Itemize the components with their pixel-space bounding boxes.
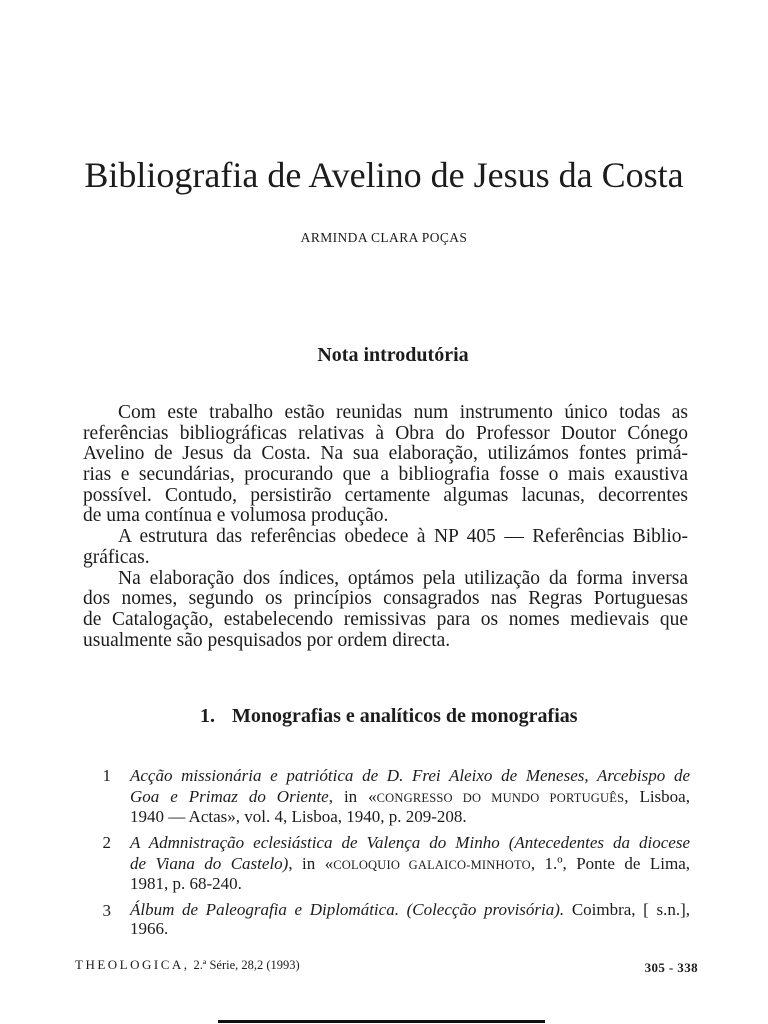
entry-text: 1940 — Actas», vol. 4, Lisboa, 1940, p. 209-208. (130, 807, 467, 826)
journal-name: THEOLOGICA, (75, 957, 190, 972)
entry-body (130, 901, 690, 938)
journal-issue: 2.ª Série, 28,2 (1993) (193, 958, 300, 972)
paragraph-line: Avelino de Jesus da Costa. Na sua elaboração, utilizámos fontes primá- (83, 443, 688, 465)
entry-line (130, 901, 690, 920)
entry-text: , in « (328, 786, 377, 806)
entry-text: , 1.º, Ponte de Lima, (530, 853, 691, 873)
footer-journal-citation (75, 957, 300, 973)
section-number: 1. (200, 705, 215, 727)
bottom-rule (218, 1020, 545, 1023)
paragraph-line: usualmente são pesquisados por ordem directa. (83, 629, 451, 651)
entry-line (130, 787, 690, 808)
entry-title: Álbum de Paleografia e Diplomática. (Colecção provisória). (130, 900, 565, 919)
article-author: ARMINDA CLARA POÇAS (300, 230, 468, 245)
entry-body (130, 766, 690, 828)
entry-number: 3 (102, 901, 111, 920)
entry-title: A Admnistração eclesiástica de Valença do Minho (Antecedentes da diocese (130, 833, 690, 852)
paragraph-line: de Catalogação, estabelecendo remissivas para os nomes medievais que (83, 608, 688, 630)
entry-line (130, 833, 690, 854)
entry-text: 1966. (130, 918, 169, 938)
entry-text: 1981, p. 68-240. (130, 874, 242, 893)
entry-number: 2 (102, 833, 111, 852)
entry-line (130, 874, 690, 895)
entry-body (130, 833, 690, 895)
paragraph-line: Com este trabalho estão reunidas num instrumento único todas as (118, 402, 688, 423)
entry-text: , Lisboa, (624, 786, 690, 806)
entry-container-title: CONGRESSO DO MUNDO PORTUGUÊS (376, 790, 625, 805)
paragraph-line: gráficas. (83, 546, 150, 568)
paragraph-line: de uma contínua e volumosa produção. (83, 505, 389, 527)
entry-container-title: COLOQUIO GALAICO-MINHOTO (333, 857, 531, 872)
paragraph-line: Na elaboração dos índices, optámos pela utilização da forma inversa (118, 567, 688, 589)
intro-text (83, 403, 688, 651)
section-title: Monografias e analíticos de monografias (232, 705, 578, 727)
paragraph-line: dos nomes, segundo os princípios consagrados nas Regras Portuguesas (83, 588, 688, 610)
page-range: 305 - 338 (644, 960, 698, 975)
entry-text: , in « (288, 853, 334, 873)
entry-line (130, 854, 690, 875)
entry-line (130, 766, 690, 787)
paragraph-line: A estrutura das referências obedece à NP 405 — Referências Biblio- (118, 526, 688, 548)
entry-line (130, 920, 690, 939)
entry-title: Goa e Primaz do Oriente (130, 786, 329, 806)
entry-line (130, 807, 690, 828)
paragraph-line: rias e secundárias, procurando que a bibliografia fosse o mais exaustiva (83, 464, 688, 486)
intro-heading: Nota introdutória (317, 344, 469, 366)
article-title: Bibliografia de Avelino de Jesus da Costa (84, 155, 684, 195)
paragraph-line: possível. Contudo, persistirão certamente algumas lacunas, decorrentes (83, 484, 688, 506)
entry-text: Coimbra, [ s.n.], (571, 900, 690, 919)
entry-title: de Viana do Castelo) (130, 853, 289, 873)
entry-number: 1 (102, 766, 111, 785)
paragraph-line: referências bibliográficas relativas à Obra do Professor Doutor Cónego (83, 422, 688, 444)
entry-title: Acção missionária e patriótica de D. Frei Aleixo de Meneses, Arcebispo de (130, 766, 690, 785)
